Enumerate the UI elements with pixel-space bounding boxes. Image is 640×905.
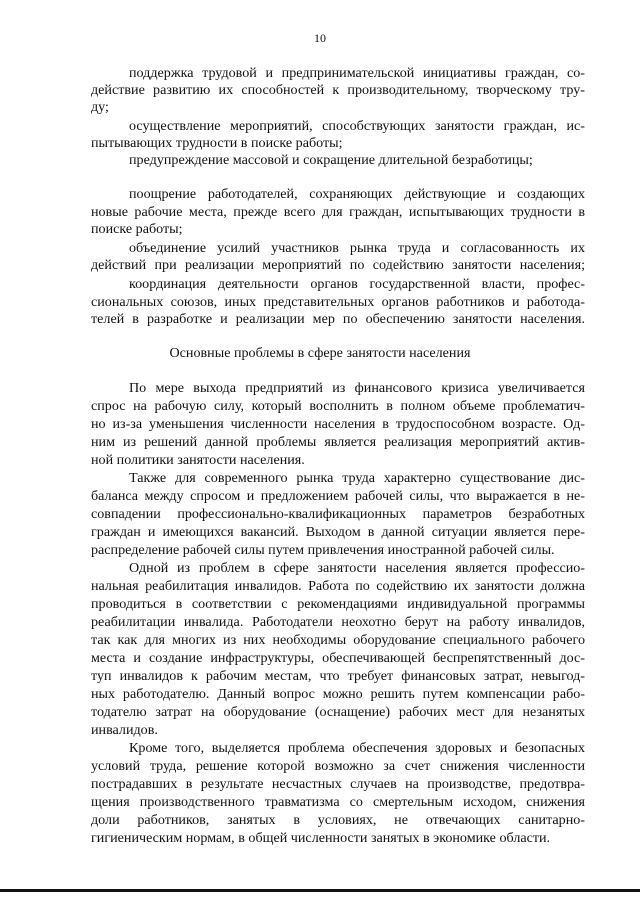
text-line: граждан и имеющихся вакансий. Выходом в данной ситуации является пере-: [91, 524, 585, 540]
section-heading: Основные проблемы в сфере занятости населения: [169, 345, 471, 361]
text-line: пострадавших в результате несчастных случаев на производстве, предотвра-: [91, 776, 585, 792]
text-line: спрос на рабочую силу, который восполнить в полном объеме проблематич-: [91, 398, 585, 414]
text-line: сиональных союзов, иных представительных органов работников и работода-: [91, 294, 585, 310]
page-number: 10: [314, 31, 326, 45]
text-line: координация деятельности органов государственной власти, профес-: [129, 276, 585, 292]
text-line: ду;: [91, 99, 109, 115]
text-line: телей в разработке и реализации мер по обеспечению занятости населения.: [91, 311, 585, 327]
text-line: так как для многих из них необходимы оборудование специального рабочего: [91, 632, 585, 648]
text-line: осуществление мероприятий, способствующих занятости граждан, ис-: [129, 118, 585, 134]
text-line: предупреждение массовой и сокращение длительной безработицы;: [129, 152, 533, 168]
text-line: пытывающих трудности в поиске работы;: [91, 135, 343, 151]
text-line: По мере выхода предприятий из финансового кризиса увеличивается: [129, 380, 585, 396]
text-line: баланса между спросом и предложением рабочей силы, что выражается в не-: [91, 488, 585, 504]
text-line: поддержка трудовой и предпринимательской инициативы граждан, со-: [129, 65, 585, 81]
text-line: действие развитию их способностей к производительному, творческому тру-: [91, 82, 585, 98]
text-line: гигиеническим нормам, в общей численности занятых в экономике области.: [91, 830, 551, 846]
text-line: нальная реабилитация инвалидов. Работа по содействию их занятости должна: [91, 578, 585, 594]
text-line: доли работников, занятых в условиях, не отвечающих санитарно-: [91, 812, 585, 828]
text-line: ной политики занятости населения.: [91, 452, 305, 468]
text-line: Одной из проблем в сфере занятости населения является профессио-: [129, 560, 585, 576]
text-line: Кроме того, выделяется проблема обеспечения здоровых и безопасных: [129, 740, 585, 756]
text-line: Также для современного рынка труда характерно существование дис-: [129, 470, 585, 486]
text-line: тодателю затрат на оборудование (оснащение) рабочих мест для незанятых: [91, 704, 585, 720]
text-line: проводиться в соответствии с рекомендациями индивидуальной программы: [91, 596, 585, 612]
text-line: ним из решений данной проблемы является реализация мероприятий актив-: [91, 434, 585, 450]
text-line: поощрение работодателей, сохраняющих действующие и создающих: [129, 186, 585, 202]
text-line: ных работодателю. Данный вопрос можно решить путем компенсации рабо-: [91, 686, 585, 702]
text-line: совпадении профессионально-квалификационных параметров безработных: [91, 506, 585, 522]
text-line: щения производственного травматизма со смертельным исходом, снижения: [91, 794, 585, 810]
text-line: действий при реализации мероприятий по содействию занятости населения;: [91, 257, 585, 273]
text-line: поиске работы;: [91, 221, 183, 237]
text-line: но из-за уменьшения численности населения в трудоспособном возрасте. Од-: [91, 416, 585, 432]
text-line: реабилитации инвалида. Работодатели неохотно берут на работу инвалидов,: [91, 614, 585, 630]
bottom-rule: [0, 889, 640, 892]
text-line: инвалидов.: [91, 722, 158, 738]
text-line: распределение рабочей силы путем привлечения иностранной рабочей силы.: [91, 542, 555, 558]
text-line: условий труда, решение которой возможно за счет снижения численности: [91, 758, 585, 774]
text-line: объединение усилий участников рынка труда и согласованность их: [129, 240, 585, 256]
text-line: новые рабочие места, прежде всего для граждан, испытывающих трудности в: [91, 204, 585, 220]
text-line: туп инвалидов к рабочим местам, что требует финансовых затрат, невыгод-: [91, 668, 585, 684]
text-line: места и создание инфраструктуры, обеспечивающей беспрепятственный дос-: [91, 650, 585, 666]
